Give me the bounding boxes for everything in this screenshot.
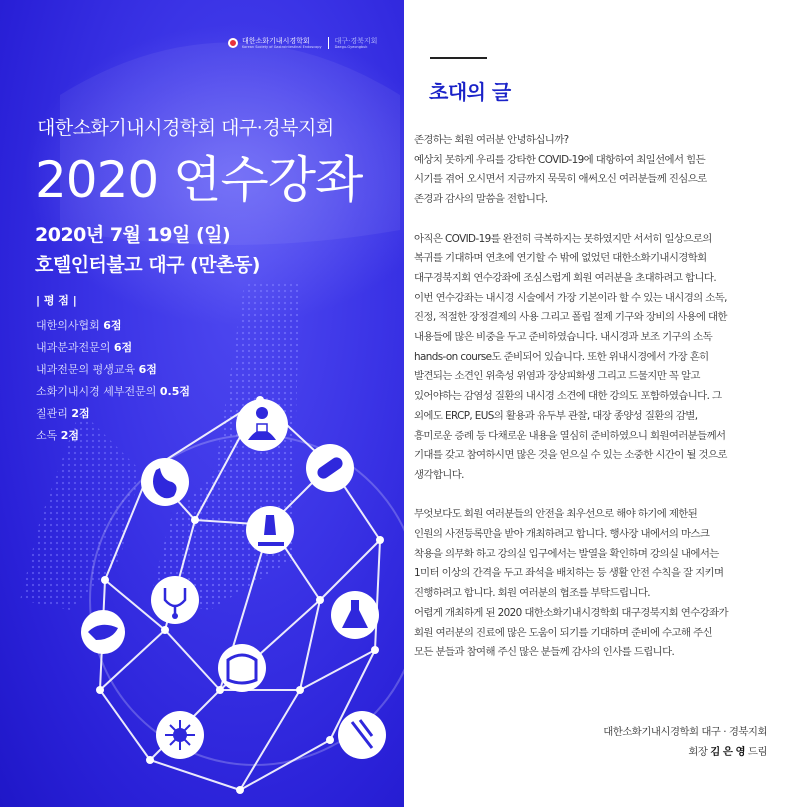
letter-line: 예상치 못하게 우리를 강타한 COVID-19에 대항하여 최일선에서 힘든 (414, 153, 706, 166)
points-item: 내과전문의 평생교육 6점 (36, 363, 157, 376)
letter-line: hands-on course도 준비되어 있습니다. 또한 위내시경에서 가장 흔히 (414, 350, 709, 363)
letter-line: 내용들에 많은 비중을 두고 준비하였습니다. 내시경과 보조 기구의 소독 (414, 331, 713, 344)
person-monitor-icon (236, 399, 288, 451)
pancreas-icon (81, 610, 125, 654)
event-title: 2020 연수강좌 (35, 151, 363, 209)
society-name: 대한소화기내시경학회 대구·경북지회 (37, 117, 334, 139)
letter-line: 생각합니다. (414, 468, 464, 481)
points-item: 소화기내시경 세부전문의 0.5점 (36, 385, 191, 398)
letter-line: 발견되는 소견인 위축성 위염과 장상피화생 그리고 드물지만 꼭 알고 (414, 370, 700, 383)
logo-name: 대한소화기내시경학회 (242, 37, 310, 45)
letter-line: 인원의 사전등록만을 받아 개최하려고 합니다. 행사장 내에서의 마스크 (414, 528, 710, 541)
letter-line: 무엇보다도 회원 여러분들의 안전을 최우선으로 해야 하기에 제한된 (414, 508, 698, 521)
letter-line: 진정, 적절한 장정결제의 사용 그리고 폴립 절제 기구와 장비의 사용에 대한 (414, 311, 727, 324)
letter-line: 있어야하는 감염성 질환의 내시경 소견에 대한 강의도 포함하였습니다. 그 (414, 390, 722, 403)
letter-line: 시기를 겪어 오시면서 지금까지 묵묵히 애써오신 여러분들께 진심으로 (414, 173, 707, 186)
letter-paragraph (414, 131, 766, 210)
points-list (36, 319, 190, 451)
letter-line: 존경과 감사의 말씀을 전합니다. (414, 193, 548, 206)
letter-line: 진행하려고 합니다. 회원 여러분의 협조를 부탁드립니다. (414, 587, 650, 600)
letter-line: 존경하는 회원 여러분 안녕하십니까? (414, 134, 569, 146)
signature-organization: 대한소화기내시경학회 대구 · 경북지회 (603, 726, 767, 738)
stomach-icon (141, 458, 189, 506)
letter-line: 모든 분들과 참여해 주신 많은 분들께 감사의 인사를 드립니다. (414, 646, 675, 659)
virus-icon (156, 711, 204, 759)
logo-branch-english: Daegu-Gyeongbuk (334, 45, 368, 49)
society-emblem-icon (228, 38, 238, 48)
signature-line: 회장 김 은 영 드림 (688, 746, 767, 758)
event-venue: 호텔인터불고 대구 (만촌동) (35, 254, 260, 276)
points-item: 소독 2점 (36, 429, 80, 442)
event-date: 2020년 7월 19일 (일) (35, 224, 231, 246)
letter-line: 대구경북지회 연수강좌에 조심스럽게 회원 여러분을 초대하려고 합니다. (414, 271, 717, 284)
intestine-icon (218, 644, 266, 692)
society-logo (228, 37, 377, 49)
stethoscope-icon (151, 576, 199, 624)
letter-title: 초대의 글 (429, 80, 511, 104)
letter-line: 착용을 의무화 하고 강의실 입구에서는 발열을 확인하며 강의실 내에서는 (414, 547, 719, 560)
letter-body (414, 131, 766, 683)
logo-divider (328, 37, 329, 49)
letter-line: 흥미로운 증례 등 다채로운 내용을 열심히 준비하였으니 회원여러분들께서 (414, 429, 726, 442)
letter-line: 회원 여러분의 진료에 많은 도움이 되기를 기대하며 준비에 수고해 주신 (414, 626, 713, 639)
points-item: 질관리 2점 (36, 407, 90, 420)
letter-line: 아직은 COVID-19를 완전히 극복하지는 못하였지만 서서히 일상으로의 (414, 232, 712, 245)
points-item: 대한의사협회 6점 (36, 319, 122, 332)
points-item: 내과분과전문의 6점 (36, 341, 133, 354)
logo-branch: 대구·경북지회 (334, 37, 378, 45)
tube-icon (338, 711, 386, 759)
signature-name: 김 은 영 (710, 746, 746, 758)
letter-line: 이번 연수강좌는 내시경 시술에서 가장 기본이라 할 수 있는 내시경의 소독, (414, 291, 727, 304)
letter-line: 어렵게 개최하게 된 2020 대한소화기내시경학회 대구경북지회 연수강좌가 (414, 606, 728, 619)
points-heading: | 평 점 | (36, 294, 77, 307)
letter-paragraph (414, 505, 766, 663)
letter-line: 복귀를 기대하며 연초에 연기할 수 밖에 없었던 대한소화기내시경학회 (414, 252, 707, 265)
microscope-icon (246, 506, 294, 554)
letter-line: 외에도 ERCP, EUS의 활용과 유두부 관찰, 대장 종양성 질환의 감별, (414, 409, 698, 422)
capsule-icon (306, 444, 354, 492)
flask-icon (331, 591, 379, 639)
letter-line: 기대를 갖고 참여하시면 많은 것을 얻으실 수 있는 소중한 시간이 될 것으로 (414, 449, 727, 462)
logo-english: Korean Society of Gastrointestinal Endoscopy (242, 45, 322, 49)
letter-paragraph (414, 230, 766, 486)
letter-line: 1미터 이상의 간격을 두고 좌석을 배치하는 등 생활 안전 수칙을 잘 지키며 (414, 567, 724, 580)
title-rule (430, 57, 487, 59)
